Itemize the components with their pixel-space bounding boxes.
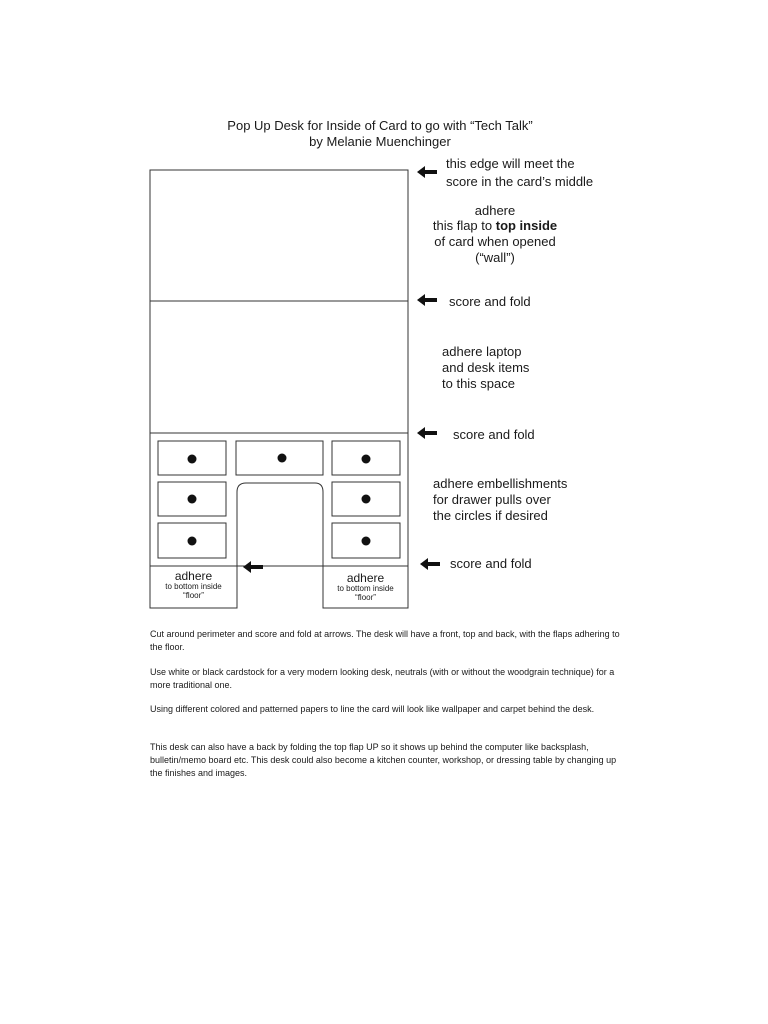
right-flap-sub1: to bottom inside bbox=[337, 584, 394, 593]
embellish-note-line1: adhere embellishments bbox=[433, 476, 568, 491]
score-fold-note-2: score and fold bbox=[453, 427, 535, 442]
left-arrow-icon bbox=[420, 558, 440, 570]
adhere-note-line3: of card when opened bbox=[434, 234, 556, 249]
adhere-note-line2 bbox=[420, 218, 570, 234]
drawer-pull-icon bbox=[188, 495, 197, 504]
laptop-note-line2: and desk items bbox=[442, 360, 530, 375]
wall-flap-panel bbox=[150, 170, 408, 301]
desk-top-panel bbox=[150, 301, 408, 433]
drawer-pull-icon bbox=[362, 537, 371, 546]
drawer-pull-icon bbox=[188, 537, 197, 546]
laptop-note-line3: to this space bbox=[442, 376, 515, 391]
flap-bold: top inside bbox=[495, 218, 558, 233]
edge-note-line2: score in the card’s middle bbox=[446, 174, 594, 189]
left-flap-adhere: adhere bbox=[174, 569, 213, 583]
right-flap-adhere: adhere bbox=[346, 571, 385, 585]
embellish-note-line3: the circles if desired bbox=[433, 508, 548, 523]
left-arrow-icon bbox=[417, 166, 437, 178]
left-flap-sub2: “floor” bbox=[183, 591, 204, 600]
left-arrow-icon bbox=[417, 294, 437, 306]
score-fold-note-1: score and fold bbox=[449, 294, 531, 309]
left-arrow-icon bbox=[417, 427, 437, 439]
left-arrow-icon bbox=[243, 561, 263, 573]
drawer-pull-icon bbox=[362, 455, 371, 464]
instruction-paragraph: Cut around perimeter and score and fold at arrows. The desk will have a front, top and back, with the flaps adhering to the floor. bbox=[150, 629, 620, 652]
knee-space bbox=[237, 483, 323, 566]
embellish-note-line2: for drawer pulls over bbox=[433, 492, 551, 507]
left-flap-sub1: to bottom inside bbox=[165, 582, 222, 591]
flap-prefix: this flap to bbox=[432, 218, 496, 233]
score-fold-note-3: score and fold bbox=[450, 556, 532, 571]
page-title: Pop Up Desk for Inside of Card to go with “Tech Talk” bbox=[227, 118, 533, 133]
laptop-note-line1: adhere laptop bbox=[442, 344, 522, 359]
instruction-paragraph: Using different colored and patterned papers to line the card will look like wallpaper and carpet behind the desk. bbox=[150, 704, 595, 714]
edge-note-line1: this edge will meet the bbox=[446, 156, 575, 171]
left-floor-flap bbox=[150, 570, 237, 600]
drawer-pull-icon bbox=[188, 455, 197, 464]
adhere-note-line1: adhere bbox=[474, 203, 516, 218]
instruction-paragraph: Use white or black cardstock for a very modern looking desk, neutrals (with or without the woodgrain technique) for a more traditional one. bbox=[150, 667, 615, 690]
adhere-note-line4: (“wall”) bbox=[475, 250, 515, 265]
drawer-pull-icon bbox=[362, 495, 371, 504]
instruction-paragraph: This desk can also have a back by folding the top flap UP so it shows up behind the computer like backsplash, bulletin/memo board etc. This desk could also become a kitchen counter, workshop, or dressing table by changing up the finishes and images. bbox=[150, 742, 617, 778]
right-flap-sub2: “floor” bbox=[355, 593, 376, 602]
drawer-pull-icon bbox=[278, 454, 287, 463]
right-floor-flap bbox=[323, 572, 408, 602]
page-byline: by Melanie Muenchinger bbox=[309, 134, 451, 149]
